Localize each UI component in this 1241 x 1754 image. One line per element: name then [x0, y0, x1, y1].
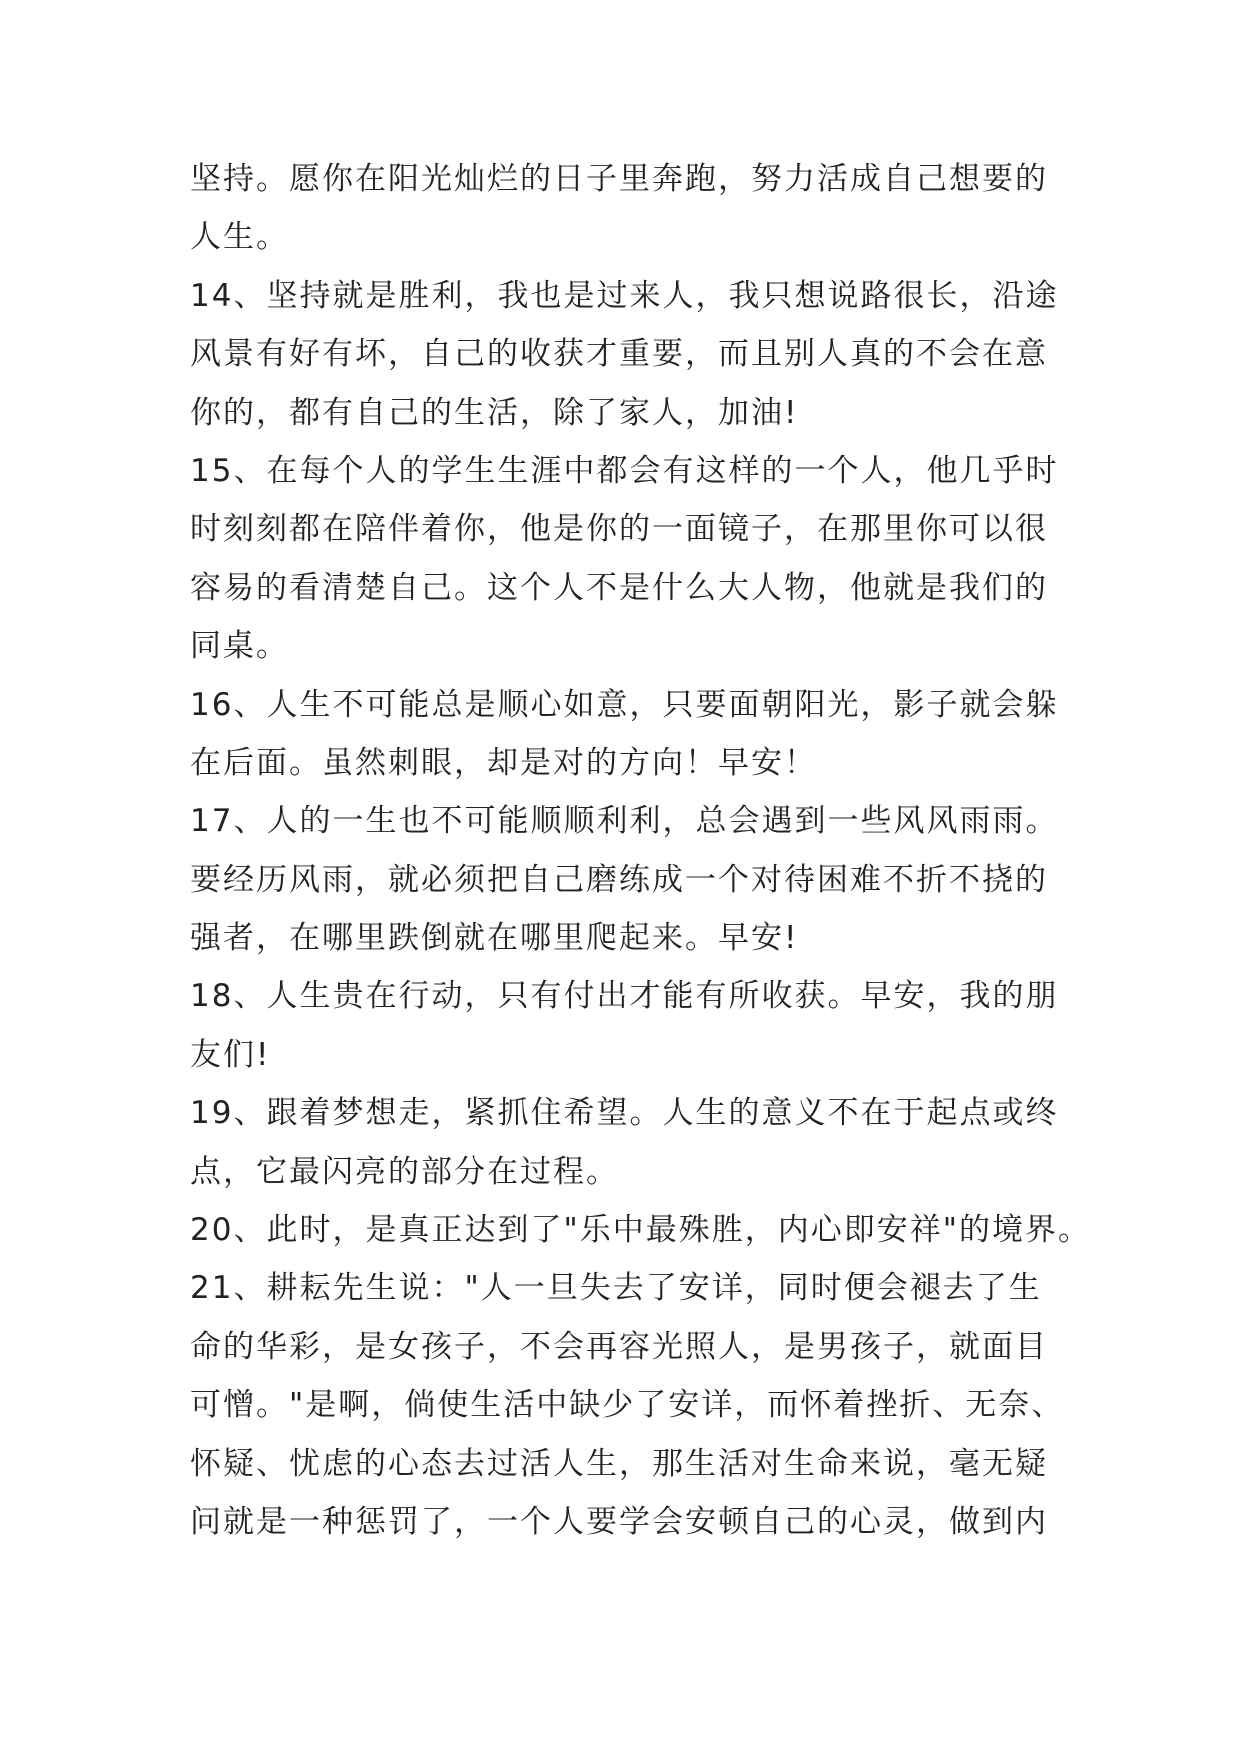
text-line: 人生。 [190, 219, 289, 256]
body-text [190, 150, 1091, 1551]
text-line: 可憎。"是啊，倘使生活中缺少了安详，而怀着挫折、无奈、 [190, 1387, 1065, 1424]
text-line: 时刻刻都在陪伴着你，他是你的一面镜子，在那里你可以很 [190, 511, 1048, 548]
text-line: 风景有好有坏，自己的收获才重要，而且别人真的不会在意 [190, 336, 1048, 373]
text-line: 19、跟着梦想走，紧抓住希望。人生的意义不在于起点或终 [190, 1095, 1059, 1132]
text-line: 在后面。虽然刺眼，却是对的方向！早安！ [190, 744, 817, 781]
text-line: 14、坚持就是胜利，我也是过来人，我只想说路很长，沿途 [190, 277, 1059, 314]
text-line: 18、人生贵在行动，只有付出才能有所收获。早安，我的朋 [190, 978, 1059, 1015]
text-line: 坚持。愿你在阳光灿烂的日子里奔跑，努力活成自己想要的 [190, 161, 1048, 197]
text-line: 同桌。 [190, 628, 289, 665]
text-line: 强者，在哪里跌倒就在哪里爬起来。早安! [190, 920, 799, 957]
text-line: 20、此时，是真正达到了"乐中最殊胜，内心即安祥"的境界。 [190, 1212, 1091, 1249]
text-line: 16、人生不可能总是顺心如意，只要面朝阳光，影子就会躲 [190, 686, 1059, 723]
text-line: 怀疑、忧虑的心态去过活人生，那生活对生命来说，毫无疑 [190, 1445, 1048, 1482]
text-line: 17、人的一生也不可能顺顺利利，总会遇到一些风风雨雨。 [190, 803, 1059, 840]
text-line: 命的华彩，是女孩子，不会再容光照人，是男孩子，就面目 [190, 1328, 1048, 1365]
text-line: 你的，都有自己的生活，除了家人，加油! [190, 394, 799, 431]
text-line: 点，它最闪亮的部分在过程。 [190, 1153, 619, 1190]
text-line: 容易的看清楚自己。这个人不是什么大人物，他就是我们的 [190, 569, 1048, 606]
text-line: 要经历风雨，就必须把自己磨练成一个对待困难不折不挠的 [190, 861, 1048, 898]
text-line: 21、耕耘先生说："人一旦失去了安详，同时便会褪去了生 [190, 1270, 1042, 1307]
text-line: 友们! [190, 1036, 271, 1073]
text-line: 15、在每个人的学生生涯中都会有这样的一个人，他几乎时 [190, 452, 1059, 489]
text-line: 问就是一种惩罚了，一个人要学会安顿自己的心灵，做到内 [190, 1503, 1048, 1540]
